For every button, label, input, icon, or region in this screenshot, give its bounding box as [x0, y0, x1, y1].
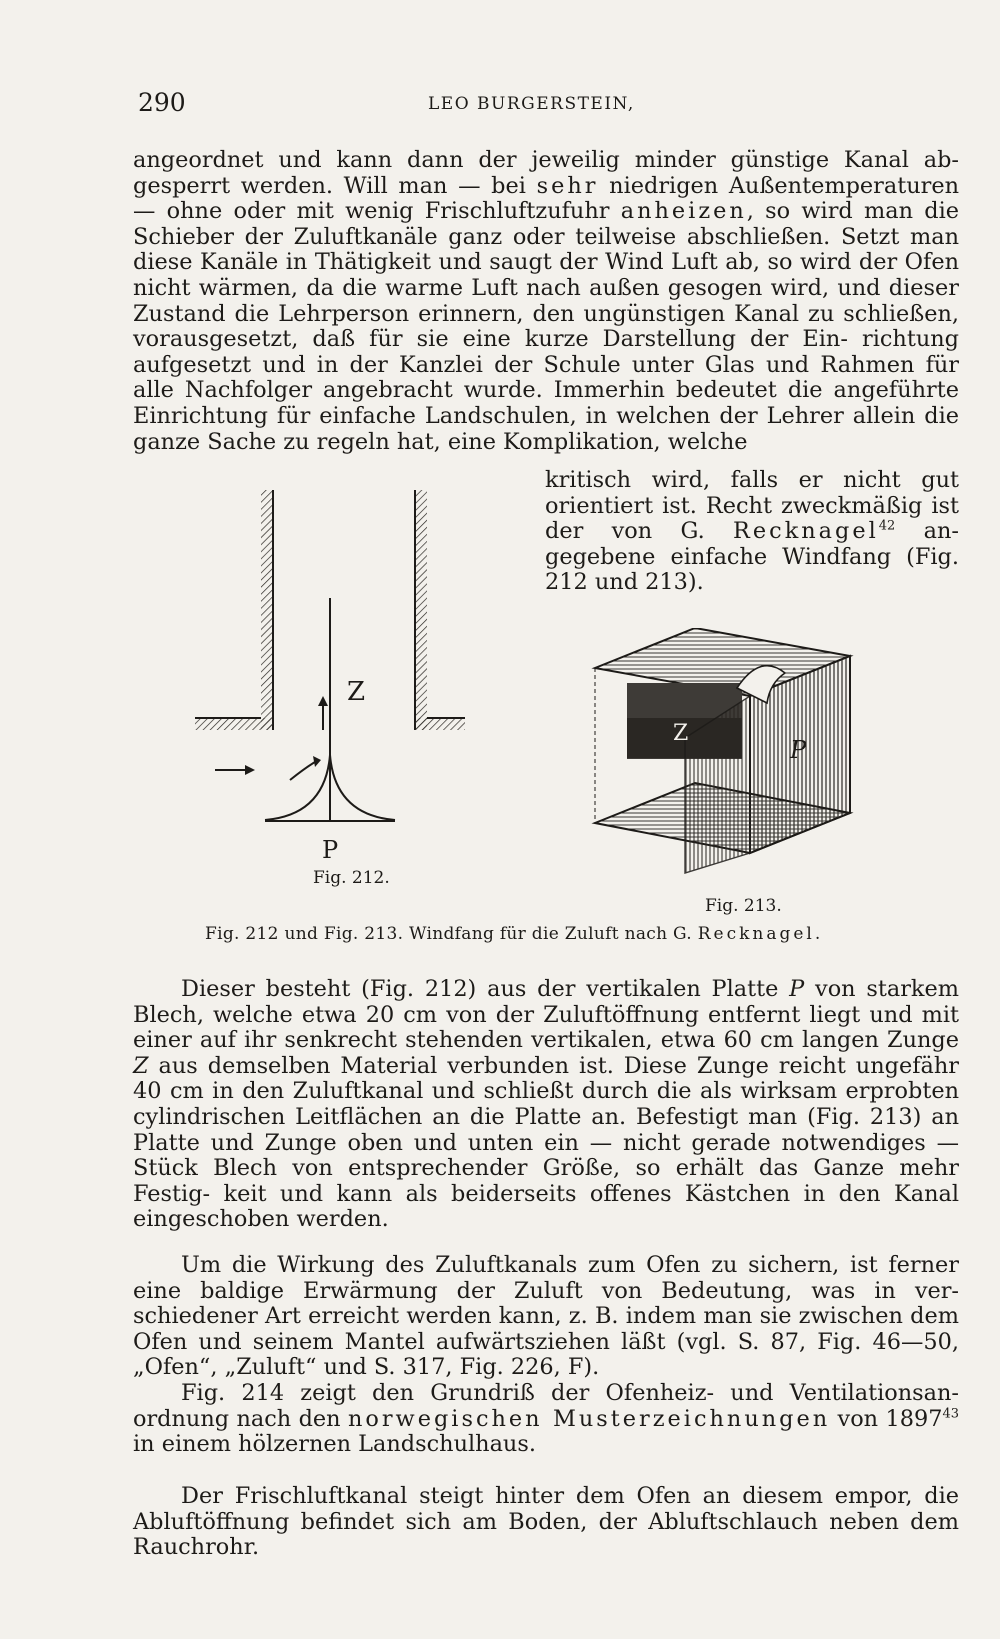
paragraph-4: Der Frischluftkanal steigt hinter dem Ofen an diesem empor, die Abluftöffnung befindet sich am Boden, der Abluftschlauch neben dem Rauchrohr.	[133, 1483, 959, 1561]
running-head: LEO BURGERSTEIN,	[428, 94, 635, 114]
page-header	[138, 88, 958, 128]
figure-213-drawing	[585, 628, 895, 908]
figure-212-label: Fig. 212.	[313, 868, 390, 888]
label-p: P	[322, 836, 339, 864]
figure-caption: Fig. 212 und Fig. 213. Windfang für die Zuluft nach G. Recknagel.	[205, 924, 821, 944]
label-z: Z	[347, 677, 366, 707]
footnote-ref-42[interactable]: 42	[878, 518, 896, 534]
label-p-213: P	[790, 736, 807, 764]
figure-213-label: Fig. 213.	[705, 896, 782, 916]
footnote-ref-43[interactable]: 43	[942, 1406, 960, 1422]
figure-212-drawing	[195, 490, 465, 890]
paragraph-2: Dieser besteht (Fig. 212) aus der vertikalen Platte P von starkem Blech, welche etwa 20 cm von der Zuluftöffnung entfernt liegt und mit einer auf ihr senkrecht stehenden vertikalen, etwa 60 cm langen Zunge Z aus demselben Material verbunden ist. Diese Zunge reicht ungefähr 40 cm in den Zuluftkanal und schließt durch die als wirksam erprobten cylindrischen Leitflächen an die Platte an. Befestigt man (Fig. 213) an Platte und Zunge oben und unten ein — nicht gerade notwendiges — Stück Blech von entsprechender Größe, so erhält das Ganze mehr Festig- keit und kann als beiderseits offenes Kästchen in den Kanal eingeschoben werden.	[133, 976, 959, 1233]
figure-213	[585, 628, 895, 938]
label-z-213: Z	[673, 721, 689, 746]
figure-212	[195, 490, 465, 890]
paragraph-3: Um die Wirkung des Zuluftkanals zum Ofen zu sichern, ist ferner eine baldige Erwärmung der Zuluft von Bedeutung, was in ver- schiedener Art erreicht werden kann, z. B. indem man sie zwischen dem Ofen und seinem Mantel aufwärtsziehen läßt (vgl. S. 87, Fig. 46—50, „Ofen“, „Zuluft“ und S. 317, Fig. 226, F). Fig. 214 zeigt den Grundriß der Ofenheiz- und Ventilationsan- ordnung nach den norwegischen Musterzeichnungen von 1897$^{43}$ in einem hölzernen Landschulhaus.	[133, 1252, 960, 1458]
paragraph-1-wrap: kritisch wird, falls er nicht gut orientiert ist. Recht zweckmäßig ist der von G. Recknagel$^{42}$ an- gegebene einfache Windfang (Fig. 212 und 213).	[545, 467, 959, 596]
paragraph-1: angeordnet und kann dann der jeweilig minder günstige Kanal ab- gesperrt werden. Will man — bei sehr niedrigen Außentemperaturen — ohne oder mit wenig Frischluftzufuhr anheizen, so wird man die Schieber der Zuluftkanäle ganz oder teilweise abschließen. Setzt man diese Kanäle in Thätigkeit und saugt der Wind Luft ab, so wird der Ofen nicht wärmen, da die warme Luft nach außen gesogen wird, und dieser Zustand die Lehrperson erinnern, den ungünstigen Kanal zu schließen, vorausgesetzt, daß für sie eine kurze Darstellung der Ein- richtung aufgesetzt und in der Kanzlei der Schule unter Glas und Rahmen für alle Nachfolger angebracht wurde. Immerhin bedeutet die angeführte Einrichtung für einfache Landschulen, in welchen der Lehrer allein die ganze Sache zu regeln hat, eine Komplikation, welche	[133, 147, 960, 455]
page-number: 290	[138, 88, 186, 117]
